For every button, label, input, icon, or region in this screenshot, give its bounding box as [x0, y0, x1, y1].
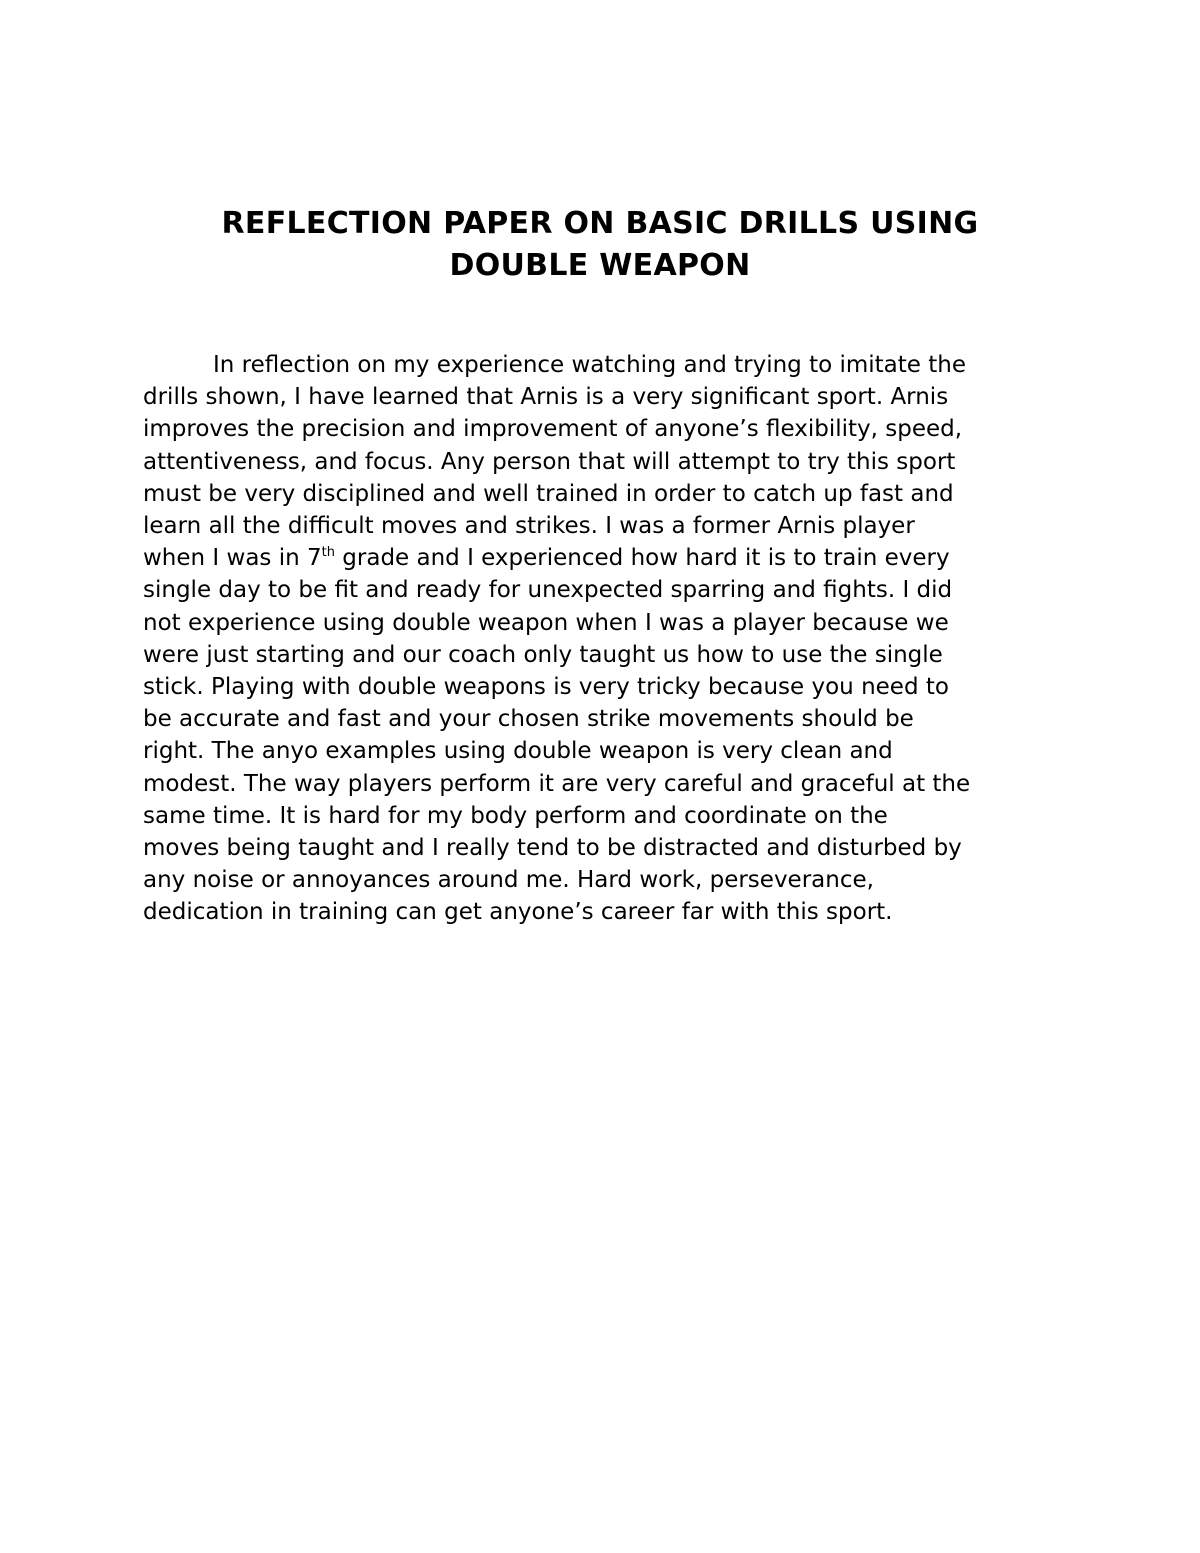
- paragraph-line: modest. The way players perform it are very careful and graceful at the: [143, 770, 971, 797]
- paragraph-line: attentiveness, and focus. Any person that will attempt to try this sport: [143, 448, 956, 475]
- paragraph-line: stick. Playing with double weapons is very tricky because you need to: [143, 674, 949, 701]
- reflection-paragraph: [143, 349, 1083, 929]
- ordinal-superscript: th: [321, 545, 335, 561]
- paragraph-line: learn all the difficult moves and strikes. I was a former Arnis player: [143, 513, 915, 540]
- line-text-before-superscript: when I was in 7: [143, 545, 322, 572]
- line-text-after-superscript: grade and I experienced how hard it is to train every: [334, 545, 950, 572]
- paragraph-line: drills shown, I have learned that Arnis is a very significant sport. Arnis: [143, 384, 949, 411]
- paragraph-line: dedication in training can get anyone’s career far with this sport.: [143, 899, 893, 926]
- paragraph-line: single day to be fit and ready for unexpected sparring and fights. I did: [143, 577, 953, 604]
- paragraph-line: same time. It is hard for my body perform and coordinate on the: [143, 802, 888, 829]
- paragraph-line: right. The anyo examples using double weapon is very clean and: [143, 738, 893, 765]
- paragraph-line: any noise or annoyances around me. Hard work, perseverance,: [143, 867, 874, 894]
- paragraph-line: In reflection on my experience watching and trying to imitate the: [213, 352, 966, 378]
- paragraph-line: improves the precision and improvement of anyone’s flexibility, speed,: [143, 416, 963, 443]
- paragraph-line: moves being taught and I really tend to be distracted and disturbed by: [143, 835, 962, 862]
- paragraph-line: be accurate and fast and your chosen strike movements should be: [143, 706, 914, 733]
- paragraph-line-with-superscript: [143, 542, 1083, 574]
- title-line-2: DOUBLE WEAPON: [449, 248, 751, 283]
- title-line-1: REFLECTION PAPER ON BASIC DRILLS USING: [221, 206, 979, 241]
- document-title: [140, 203, 1060, 287]
- paragraph-line: must be very disciplined and well trained in order to catch up fast and: [143, 480, 954, 507]
- paragraph-line: were just starting and our coach only taught us how to use the single: [143, 641, 943, 668]
- paragraph-line: not experience using double weapon when I was a player because we: [143, 609, 949, 636]
